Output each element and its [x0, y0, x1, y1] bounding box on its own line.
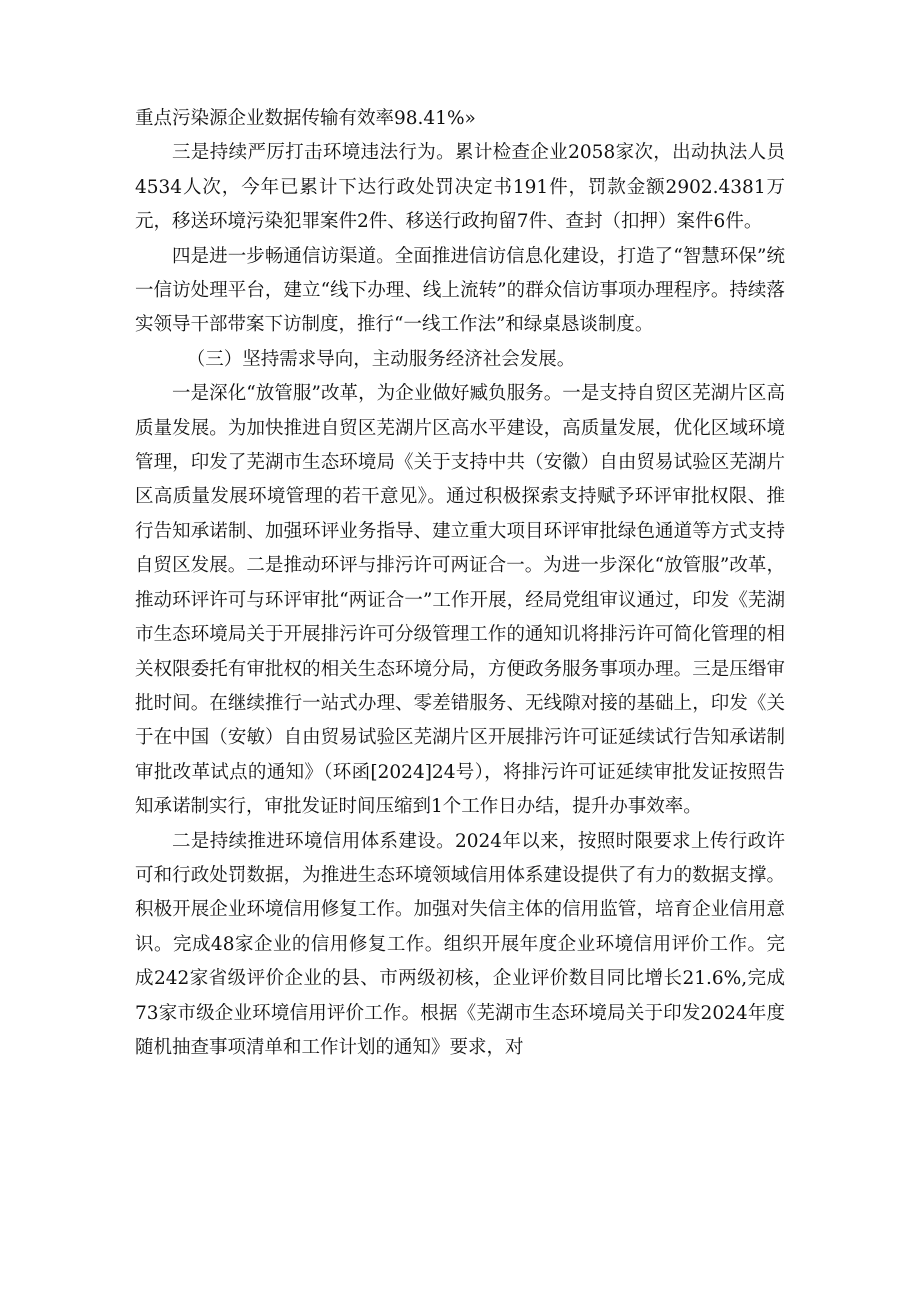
paragraph-petition-channels: 四是进一步畅通信访渠道。全面推进信访信息化建设，打造了“智慧环保”统一信访处理平台，建立“线下办理、线上流转”的群众信访事项办理程序。持续落实领导干部带案下访制度，推行“一线工作法”和绿桌恳谈制度。: [135, 245, 785, 336]
paragraph-continuation: 重点污染源企业数据传输有效率98.41%»: [135, 108, 476, 129]
section-heading: （三）坚持需求导向，主动服务经济社会发展。: [186, 348, 576, 370]
paragraph-enforcement: 三是持续严厉打击环境违法行为。累计检查企业2058家次，出动执法人员4534人次，今年已累计下达行政处罚决定书191件，罚款金额2902.4381万元，移送环境污染犯罪案件2件、移送行政拘留7件、查封（扣押）案件6件。: [135, 142, 785, 233]
document-body: [135, 102, 785, 1065]
paragraph-reform: 一是深化“放管服”改革，为企业做好臧负服务。一是支持自贸区芜湖片区高质量发展。为加快推进自贸区芜湖片区高水平建设，高质量发展，优化区域环境管理，印发了芜湖市生态环境局《关于支持中共（安徽）自由贸易试验区芜湖片区高质量发展环境管理的若干意见》。通过积极探索支持赋予环评审批权限、推行告知承诺制、加强环评业务指导、建立重大项目环评审批绿色通道等方式支持自贸区发展。二是推动环评与排污许可两证合一。为进一步深化“放管服”改革，推动环评许可与环评审批“两证合一”工作开展，经局党组审议通过，印发《芜湖市生态环境局关于开展排污许可分级管理工作的通知讥将排污许可简化管理的相关权限委托有审批权的相关生态环境分局，方便政务服务事项办理。三是压缗审批时间。在继续推行一站式办理、零差错服务、无线隙对接的基础上，印发《关于在中国（安敏）自由贸易试验区芜湖片区开展排污许可证延续试行告知承诺制审批改革试点的通知》（环函[2024]24号），将排污许可证延续审批发证按照告知承诺制实行，审批发证时间压缩到1个工作日办结，提升办事效率。: [135, 383, 785, 818]
paragraph-credit-system: 二是持续推进环境信用体系建设。2024年以来，按照时限要求上传行政许可和行政处罚数据，为推进生态环境领域信用体系建设提供了有力的数据支撑。积极开展企业环境信用修复工作。加强对失信主体的信用监管，培育企业信用意识。完成48家企业的信用修复工作。组织开展年度企业环境信用评价工作。完成242家省级评价企业的县、市两级初核，企业评价数目同比增长21.6%,完成73家市级企业环境信用评价工作。根据《芜湖市生态环境局关于印发2024年度随机抽查事项清单和工作计划的通知》要求，对: [135, 830, 785, 1058]
